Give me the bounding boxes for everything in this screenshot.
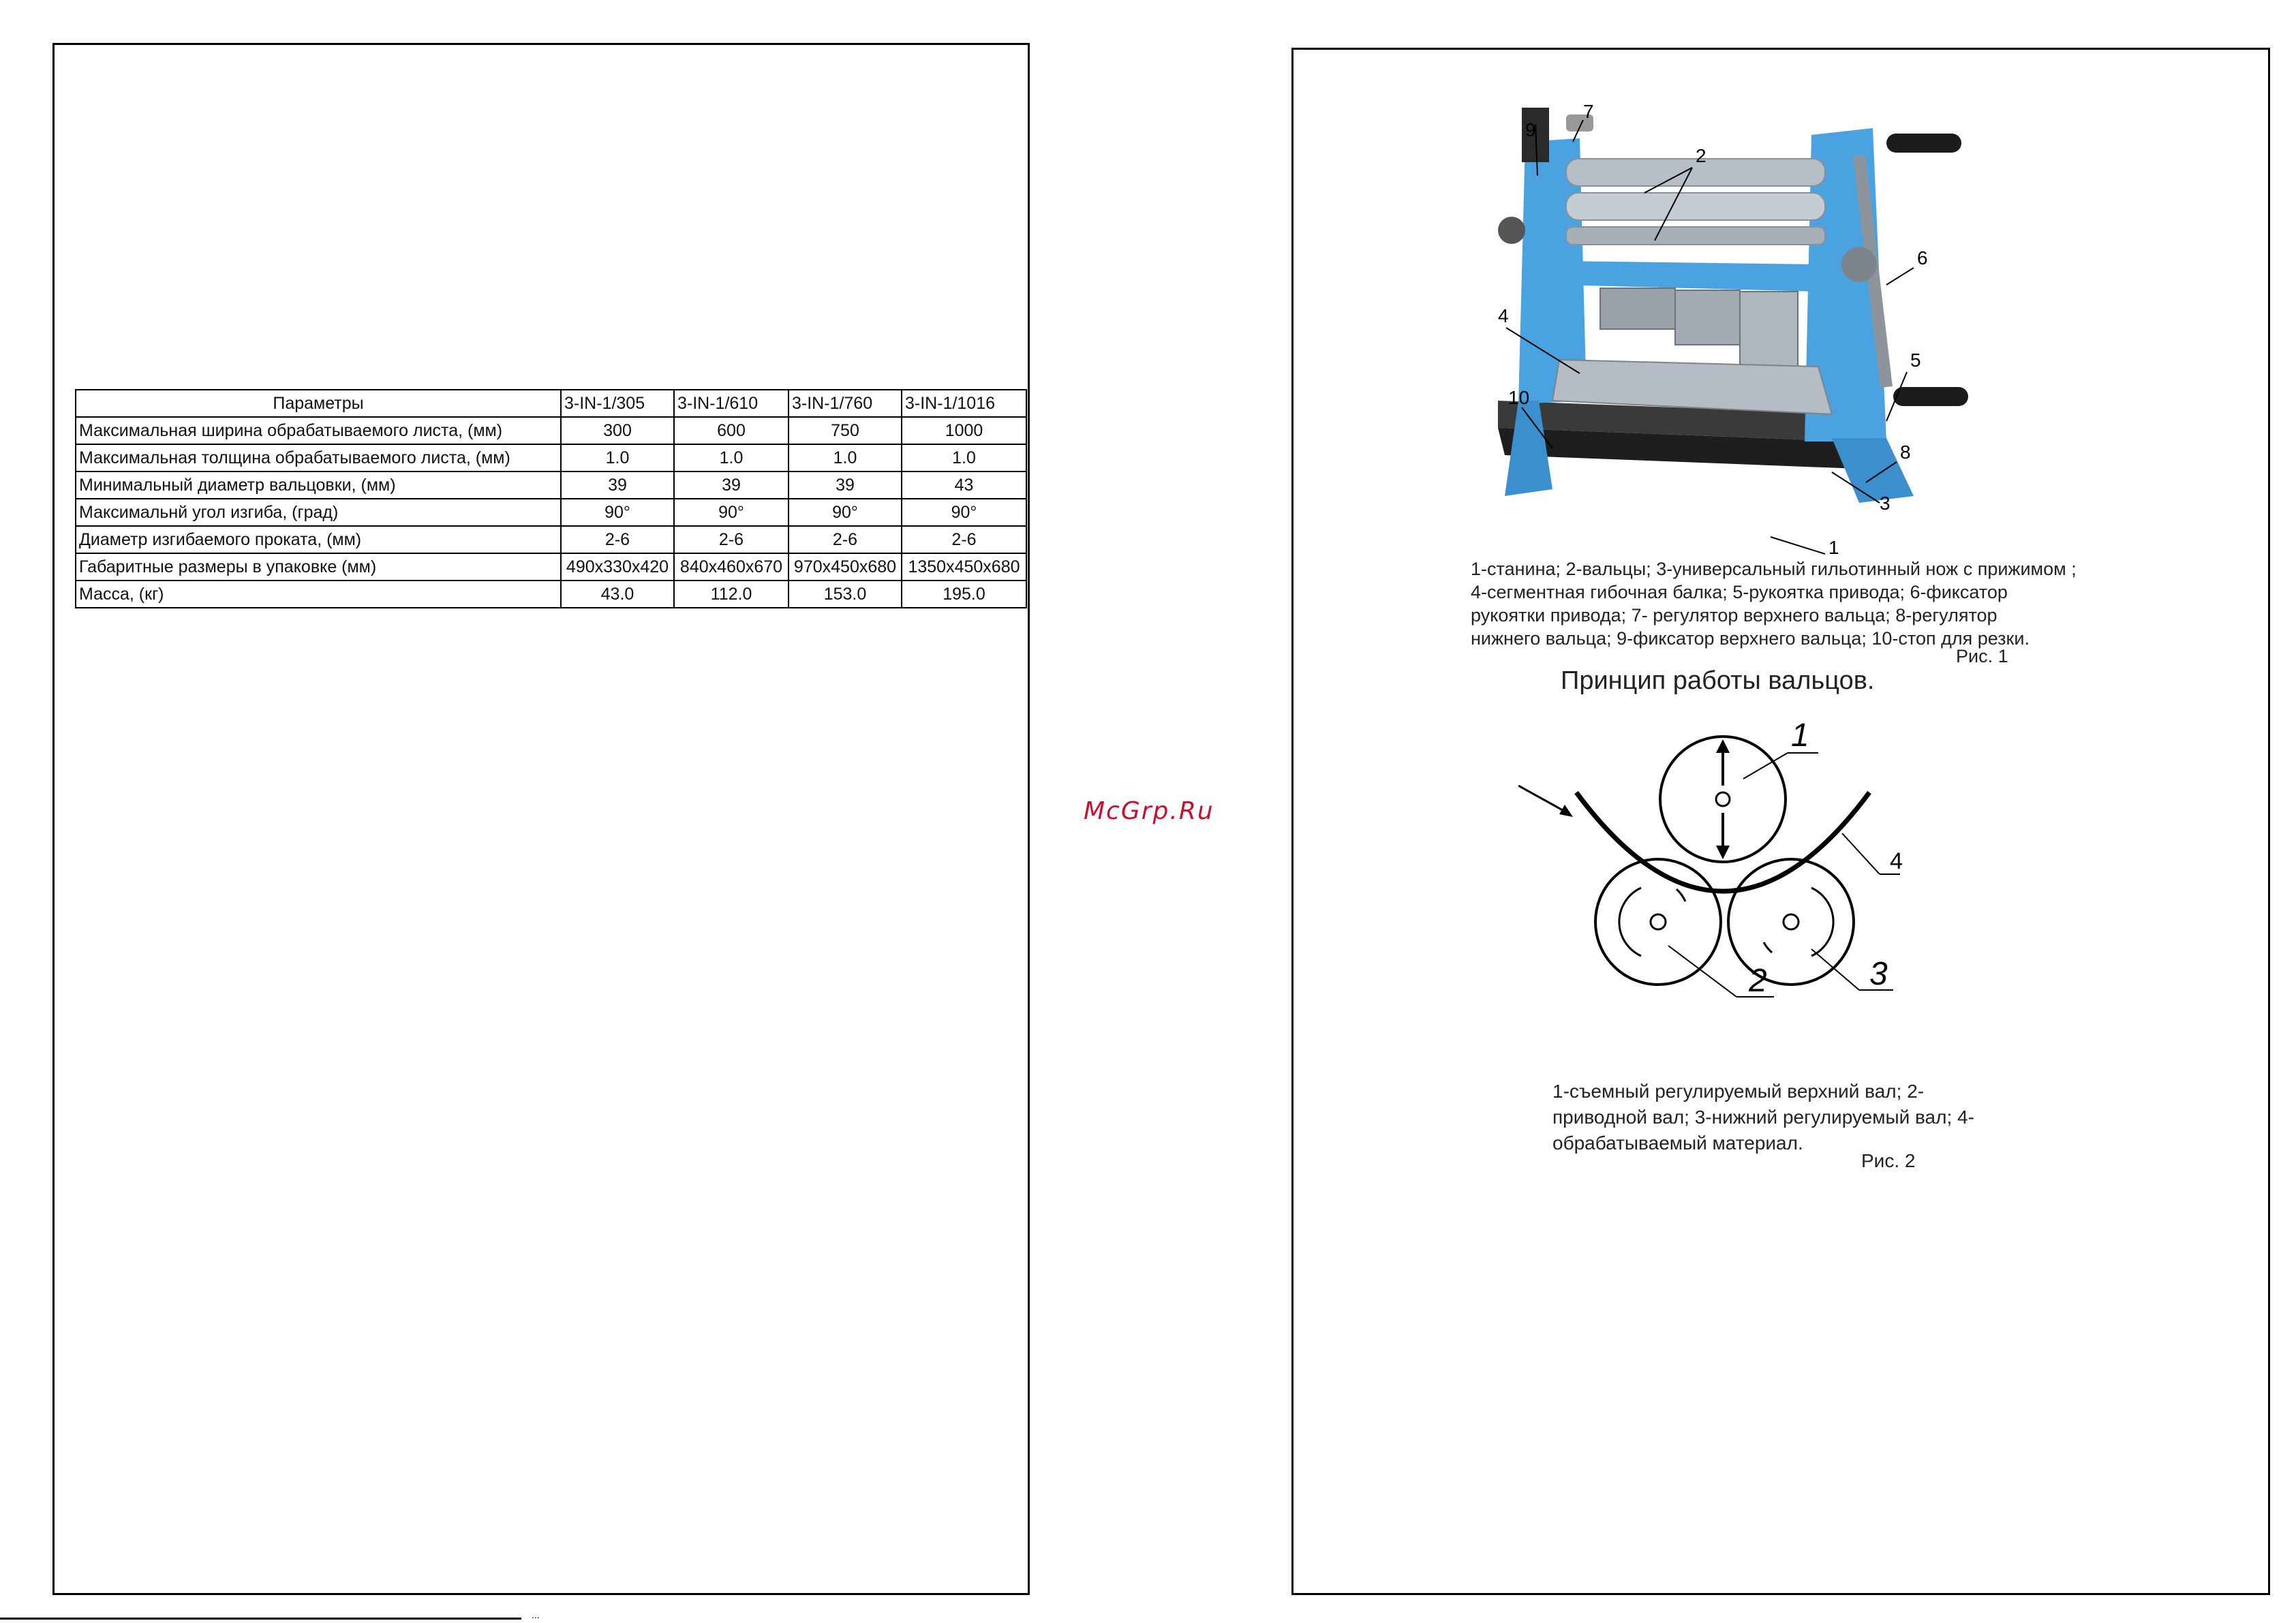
cell-value: 750 xyxy=(789,417,902,444)
caption-line: 1-станина; 2-вальцы; 3-универсальный гильотинный нож с прижимом ; xyxy=(1471,559,2077,579)
caption-line: 1-съемный регулируемый верхний вал; 2- xyxy=(1552,1081,1925,1102)
callout-8: 8 xyxy=(1900,442,1911,463)
figure2-label: Рис. 2 xyxy=(1861,1150,1916,1171)
cell-value: 2-6 xyxy=(902,526,1026,553)
param-label: Масса, (кг) xyxy=(76,581,561,608)
header-params: Параметры xyxy=(76,390,561,417)
feed-arrow-icon xyxy=(1518,786,1567,813)
lower-roller xyxy=(1728,859,1854,985)
cell-value: 300 xyxy=(561,417,674,444)
callout-6: 6 xyxy=(1917,247,1928,268)
left-page xyxy=(52,43,1030,1595)
cell-value: 39 xyxy=(674,472,789,499)
bending-beam xyxy=(1559,261,1818,292)
table-row xyxy=(76,499,1026,526)
handle-bottom-icon xyxy=(1893,387,1968,406)
param-label: Диаметр изгибаемого проката, (мм) xyxy=(76,526,561,553)
cell-value: 39 xyxy=(789,472,902,499)
cell-value: 970x450x680 xyxy=(789,553,902,581)
cell-value: 112.0 xyxy=(674,581,789,608)
rotation-arrow-icon xyxy=(1764,942,1772,953)
cell-value: 195.0 xyxy=(902,581,1026,608)
cell-value: 2-6 xyxy=(789,526,902,553)
lower-roller-axis xyxy=(1784,914,1798,929)
lock-knob-icon xyxy=(1841,247,1877,282)
header-model-1016: 3-IN-1/1016 xyxy=(902,390,1026,417)
callout-4: 4 xyxy=(1498,305,1509,326)
callout-10: 10 xyxy=(1508,387,1530,408)
table-row xyxy=(76,472,1026,499)
rollers-title: Принцип работы вальцов. xyxy=(1561,666,1875,695)
cell-value: 1.0 xyxy=(902,444,1026,472)
header-model-610: 3-IN-1/610 xyxy=(674,390,789,417)
rotation-arrow-icon xyxy=(1619,888,1641,956)
machine-illustration xyxy=(1450,60,2050,557)
caption-line: нижнего вальца; 9-фиксатор верхнего вальца; 10-стоп для резки. xyxy=(1471,628,2030,649)
diagram-callout-2: 2 xyxy=(1749,963,1767,999)
cell-value: 90° xyxy=(674,499,789,526)
cell-value: 2-6 xyxy=(561,526,674,553)
lower-roller xyxy=(1566,193,1825,220)
param-label: Максимальная толщина обрабатываемого листа, (мм) xyxy=(76,444,561,472)
cell-value: 1.0 xyxy=(674,444,789,472)
caption-line: обрабатываемый материал. xyxy=(1552,1132,1803,1154)
cell-value: 2-6 xyxy=(674,526,789,553)
up-arrowhead-icon xyxy=(1716,739,1730,753)
cell-value: 1000 xyxy=(902,417,1026,444)
drive-roller-axis xyxy=(1651,914,1666,929)
cell-value: 1.0 xyxy=(789,444,902,472)
cell-value: 39 xyxy=(561,472,674,499)
top-roller-axis xyxy=(1716,792,1730,806)
footer-mark: ... xyxy=(532,1609,540,1620)
cell-value: 1350x450x680 xyxy=(902,553,1026,581)
callout-9: 9 xyxy=(1525,119,1536,140)
table-header-row xyxy=(76,390,1026,417)
segment xyxy=(1740,292,1798,373)
param-label: Максимальнй угол изгиба, (град) xyxy=(76,499,561,526)
rotation-arrow-icon xyxy=(1677,889,1685,901)
caption-line: рукоятки привода; 7- регулятор верхнего вальца; 8-регулятор xyxy=(1471,605,1997,625)
cell-value: 43 xyxy=(902,472,1026,499)
caption-line: 4-сегментная гибочная балка; 5-рукоятка привода; 6-фиксатор xyxy=(1471,582,2008,602)
right-page xyxy=(1291,48,2270,1595)
cell-value: 90° xyxy=(902,499,1026,526)
figure1-caption xyxy=(1471,557,2152,650)
footer-rule xyxy=(0,1618,521,1620)
table-row xyxy=(76,444,1026,472)
caption-line: приводной вал; 3-нижний регулируемый вал; 4- xyxy=(1552,1107,1974,1128)
param-label: Минимальный диаметр вальцовки, (мм) xyxy=(76,472,561,499)
segment xyxy=(1600,288,1675,329)
diagram-callout-1: 1 xyxy=(1791,717,1809,754)
rear-roller xyxy=(1566,227,1825,245)
callout-2: 2 xyxy=(1696,145,1706,166)
callout-1: 1 xyxy=(1828,537,1839,557)
figure2-caption xyxy=(1552,1079,2070,1156)
cell-value: 90° xyxy=(561,499,674,526)
table-row xyxy=(76,553,1026,581)
cell-value: 90° xyxy=(789,499,902,526)
down-arrowhead-icon xyxy=(1716,846,1730,859)
header-model-760: 3-IN-1/760 xyxy=(789,390,902,417)
cell-value: 43.0 xyxy=(561,581,674,608)
header-model-305: 3-IN-1/305 xyxy=(561,390,674,417)
watermark-link[interactable]: McGrp.Ru xyxy=(1084,797,1214,825)
cell-value: 1.0 xyxy=(561,444,674,472)
rotation-arrow-icon xyxy=(1811,888,1833,956)
callout-7: 7 xyxy=(1583,101,1594,122)
callout-5: 5 xyxy=(1910,350,1921,371)
table-row xyxy=(76,417,1026,444)
rollers-diagram xyxy=(1518,697,1961,1119)
figure1-label: Рис. 1 xyxy=(1956,646,2008,666)
callout-3: 3 xyxy=(1880,493,1891,514)
table-row xyxy=(76,581,1026,608)
feed-arrowhead-icon xyxy=(1559,805,1573,817)
spec-table xyxy=(75,389,1027,608)
handle-top-icon xyxy=(1886,134,1961,153)
drive-roller xyxy=(1595,859,1721,985)
segment xyxy=(1675,290,1740,345)
diagram-callout-4: 4 xyxy=(1890,848,1903,874)
side-knob-icon xyxy=(1498,217,1525,244)
table-row xyxy=(76,526,1026,553)
diagram-callout-3: 3 xyxy=(1869,956,1888,992)
cell-value: 600 xyxy=(674,417,789,444)
cell-value: 153.0 xyxy=(789,581,902,608)
param-label: Максимальная ширина обрабатываемого листа, (мм) xyxy=(76,417,561,444)
cell-value: 840x460x670 xyxy=(674,553,789,581)
cell-value: 490x330x420 xyxy=(561,553,674,581)
param-label: Габаритные размеры в упаковке (мм) xyxy=(76,553,561,581)
